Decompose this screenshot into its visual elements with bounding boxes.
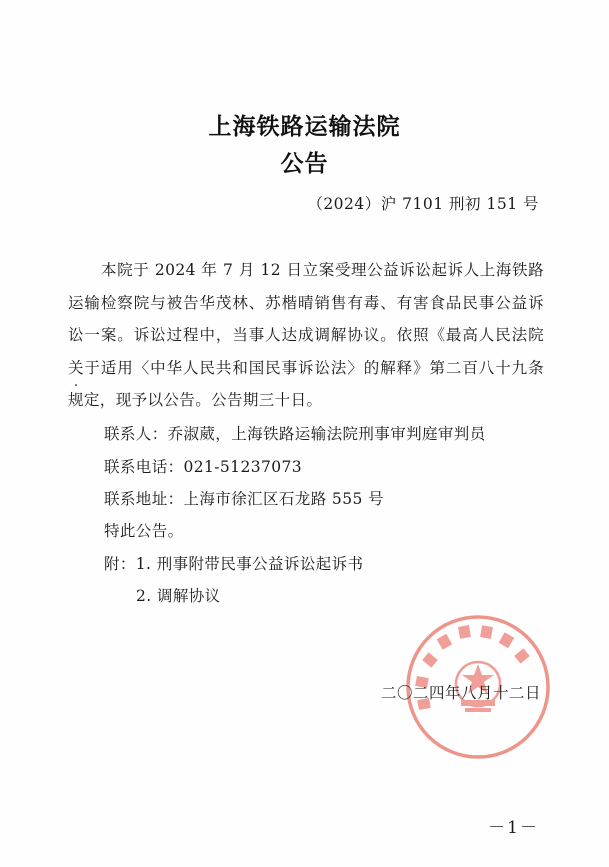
contact-phone: 联系电话：021-51237073 xyxy=(104,458,303,476)
scan-speck xyxy=(75,384,77,386)
case-number: （2024）沪 7101 刑初 151 号 xyxy=(307,195,539,213)
court-name-heading: 上海铁路运输法院 xyxy=(208,113,401,140)
announcement-body: 本院于 2024 年 7 月 12 日立案受理公益诉讼起诉人上海铁路运输检察院与被告华茂林、苏楷晴销售有毒、有害食品民事公益诉讼一案。诉讼过程中，当事人达成调解协议。依照《最高人民法院关于适用〈中华人民共和国民事诉讼法〉的解释》第二百八十九条规定，现予以公告。公告期三十日。 xyxy=(68,261,544,410)
contact-address: 联系地址：上海市徐汇区石龙路 555 号 xyxy=(104,490,384,508)
page-number: －1－ xyxy=(488,818,539,838)
issue-date: 二〇二四年八月十二日 xyxy=(380,684,541,702)
document-type-heading: 公告 xyxy=(280,150,329,177)
attachment-item-1: 附：1. 刑事附带民事公益诉讼起诉书 xyxy=(104,555,364,573)
attachment-item-2: 2. 调解协议 xyxy=(136,587,221,605)
contact-person: 联系人：乔淑葳，上海铁路运输法院刑事审判庭审判员 xyxy=(104,425,486,443)
closing-statement: 特此公告。 xyxy=(104,522,184,540)
